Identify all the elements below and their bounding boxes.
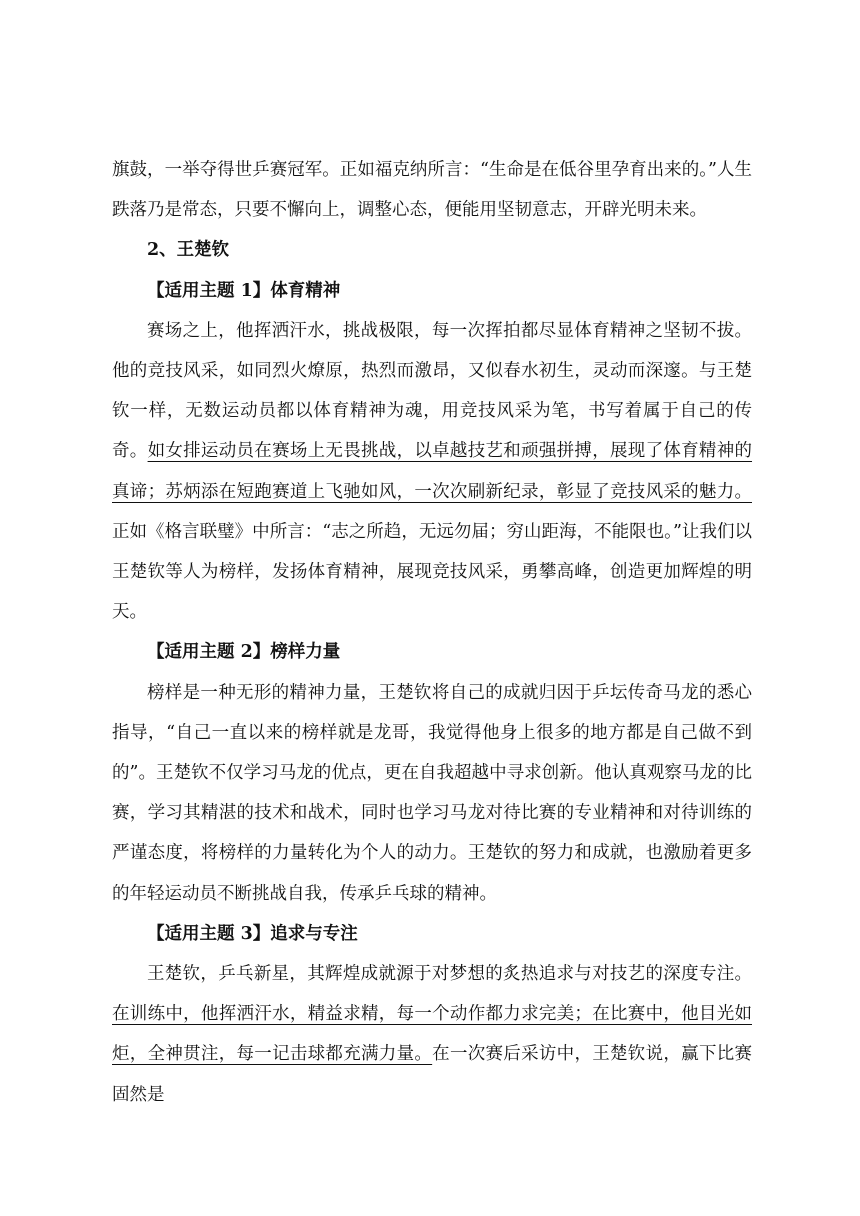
theme-3-paragraph <box>112 954 752 1115</box>
theme-3-heading: 【适用主题 3】追求与专注 <box>147 923 358 944</box>
theme-2-heading: 【适用主题 2】榜样力量 <box>147 642 341 663</box>
document-page <box>112 150 752 1115</box>
theme-1-underlined-text: 如女排运动员在赛场上无畏挑战，以卓越技艺和顽强拼搏，展现了体育精神的真谛；苏炳添在短跑赛道上飞驰如风，一次次刷新纪录，彰显了竞技风采的魅力。 <box>112 441 753 502</box>
theme-3-text-b: 在一次赛后采访中，王楚钦说，赢下比赛固然是 <box>112 1044 753 1105</box>
theme-1-text-a: 赛场之上，他挥洒汗水，挑战极限，每一次挥拍都尽显体育精神之坚韧不拔。他的竞技风采，如同烈火燎原，热烈而激昂，又似春水初生，灵动而深邃。与王楚钦一样，无数运动员都以体育精神为魂，用竞技风采为笔，书写着属于自己的传奇。 <box>112 320 752 462</box>
theme-2-paragraph: 榜样是一种无形的精神力量，王楚钦将自己的成就归因于乒坛传奇马龙的悉心指导，“自己一直以来的榜样就是龙哥，我觉得他身上很多的地方都是自己做不到的”。王楚钦不仅学习马龙的优点，更在自我超越中寻求创新。他认真观察马龙的比赛，学习其精湛的技术和战术，同时也学习马龙对待比赛的专业精神和对待训练的严谨态度，将榜样的力量转化为个人的动力。王楚钦的努力和成就，也激励着更多的年轻运动员不断挑战自我，传承乒乓球的精神。 <box>112 682 752 904</box>
theme-1-text-b: 正如《格言联璧》中所言：“志之所趋，无远勿届；穷山距海，不能限也。”让我们以王楚钦等人为榜样，发扬体育精神，展现竞技风采，勇攀高峰，创造更加辉煌的明天。 <box>112 521 752 623</box>
section-title: 2、王楚钦 <box>147 240 230 261</box>
theme-1-paragraph <box>112 311 752 633</box>
theme-1-heading: 【适用主题 1】体育精神 <box>147 280 341 301</box>
paragraph-continuation: 旗鼓，一举夺得世乒赛冠军。正如福克纳所言：“生命是在低谷里孕育出来的。”人生跌落乃是常态，只要不懈向上，调整心态，便能用坚韧意志，开辟光明未来。 <box>112 160 752 221</box>
theme-3-underlined-text: 在训练中，他挥洒汗水，精益求精，每一个动作都力求完美；在比赛中，他目光如炬，全神贯注，每一记击球都充满力量。 <box>112 1004 752 1065</box>
theme-3-text-a: 王楚钦，乒乓新星，其辉煌成就源于对梦想的炙热追求与对技艺的深度专注。 <box>147 964 752 985</box>
